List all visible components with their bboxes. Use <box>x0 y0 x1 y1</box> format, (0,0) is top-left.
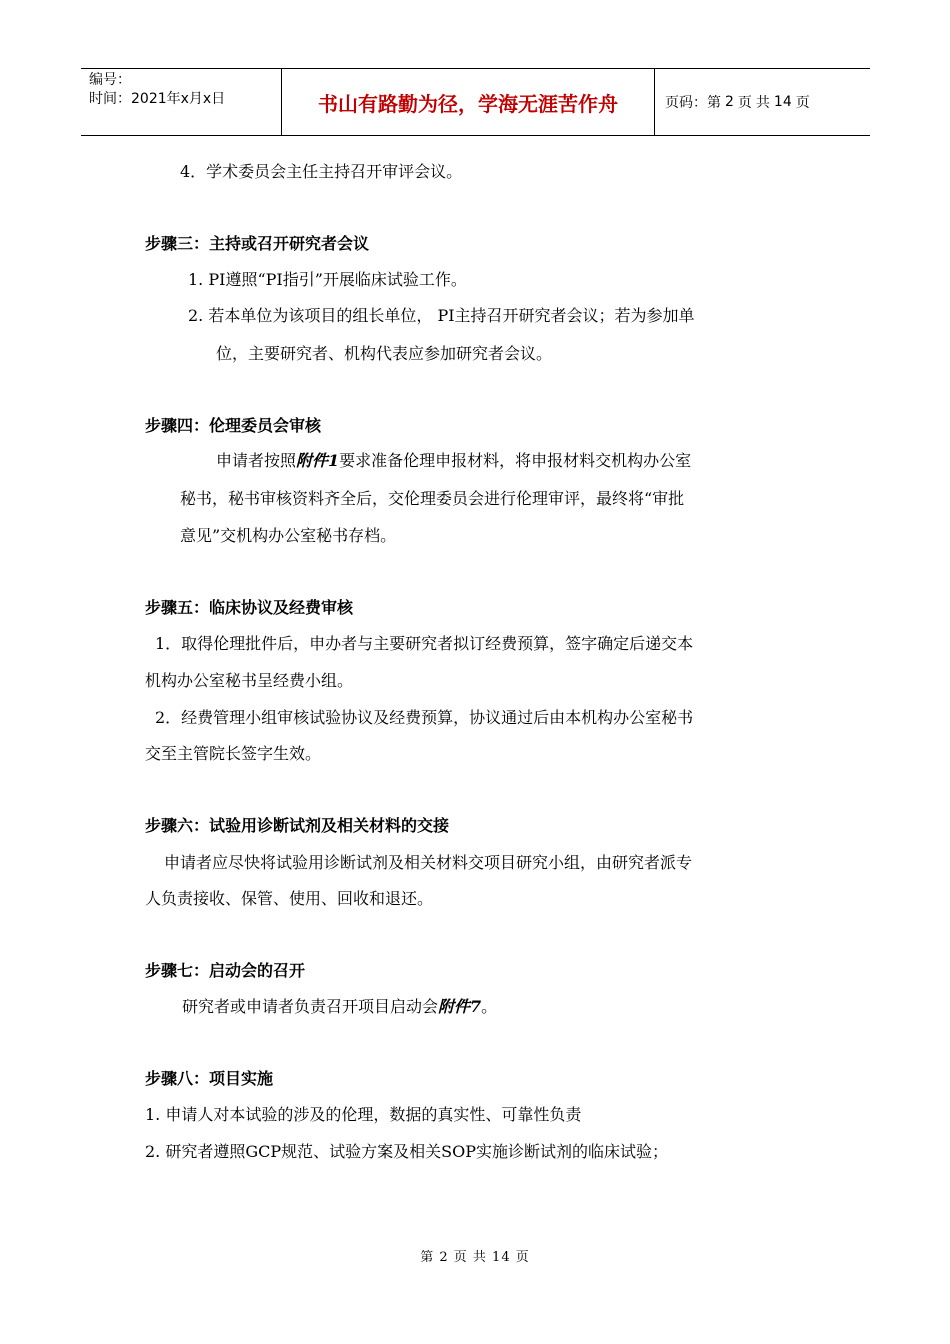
section-heading: 步骤六：试验用诊断试剂及相关材料的交接 <box>145 816 450 835</box>
paragraph-line: 秘书，秘书审核资料齐全后，交伦理委员会进行伦理审评，最终将“审批 <box>180 489 685 508</box>
section-heading: 步骤八：项目实施 <box>145 1069 274 1088</box>
paragraph-line <box>182 997 497 1017</box>
section-heading: 步骤四：伦理委员会审核 <box>145 416 322 435</box>
attachment-reference: 附件1 <box>296 451 340 470</box>
page-number: 2 <box>725 94 734 110</box>
section-heading: 步骤五：临床协议及经费审核 <box>145 598 354 617</box>
paragraph-line: 1．取得伦理批件后，申办者与主要研究者拟订经费预算，签字确定后递交本 <box>155 634 694 653</box>
section-heading: 步骤三：主持或召开研究者会议 <box>145 234 370 253</box>
text-run: 申请者按照 <box>216 451 297 470</box>
paragraph-line: 2. 研究者遵照GCP规范、试验方案及相关SOP实施诊断试剂的临床试验； <box>145 1142 668 1161</box>
total-number: 14 <box>773 94 792 110</box>
header-page-info <box>655 69 870 135</box>
date-label: 时间：2021年x月x日 <box>89 91 226 107</box>
total-label: 共 <box>755 95 770 111</box>
number-label: 编号： <box>89 72 131 88</box>
text-run: 。 <box>481 997 498 1016</box>
header-meta <box>81 69 282 135</box>
paragraph-line: 人负责接收、保管、使用、回收和退还。 <box>145 889 434 908</box>
page-header <box>81 68 870 136</box>
paragraph-line: 2. 若本单位为该项目的组长单位， PI主持召开研究者会议；若为参加单 <box>188 306 695 325</box>
text-run: 要求准备伦理申报材料，将申报材料交机构办公室 <box>339 451 692 470</box>
page-unit: 页 <box>737 95 752 111</box>
paragraph-line: 意见”交机构办公室秘书存档。 <box>180 526 397 545</box>
header-motto: 书山有路勤为径，学海无涯苦作舟 <box>282 69 655 135</box>
paragraph-line: 1. PI遵照“PI指引”开展临床试验工作。 <box>188 270 467 289</box>
page-label: 页码：第 <box>665 95 721 111</box>
page-footer: 第 2 页 共 14 页 <box>420 1250 530 1265</box>
paragraph-line: 1. 申请人对本试验的涉及的伦理，数据的真实性、可靠性负责 <box>145 1105 582 1124</box>
attachment-reference: 附件7 <box>438 997 482 1016</box>
paragraph-line: 申请者应尽快将试验用诊断试剂及相关材料交项目研究小组，由研究者派专 <box>164 853 693 872</box>
paragraph-line <box>216 451 691 471</box>
paragraph-line: 机构办公室秘书呈经费小组。 <box>145 671 354 690</box>
paragraph-line: 交至主管院长签字生效。 <box>145 744 322 763</box>
paragraph-line: 4．学术委员会主任主持召开审评会议。 <box>180 162 463 181</box>
paragraph-line: 位，主要研究者、机构代表应参加研究者会议。 <box>216 344 553 363</box>
paragraph-line: 2．经费管理小组审核试验协议及经费预算，协议通过后由本机构办公室秘书 <box>155 708 694 727</box>
section-heading: 步骤七：启动会的召开 <box>145 961 306 980</box>
total-unit: 页 <box>795 95 810 111</box>
text-run: 研究者或申请者负责召开项目启动会 <box>182 997 439 1016</box>
